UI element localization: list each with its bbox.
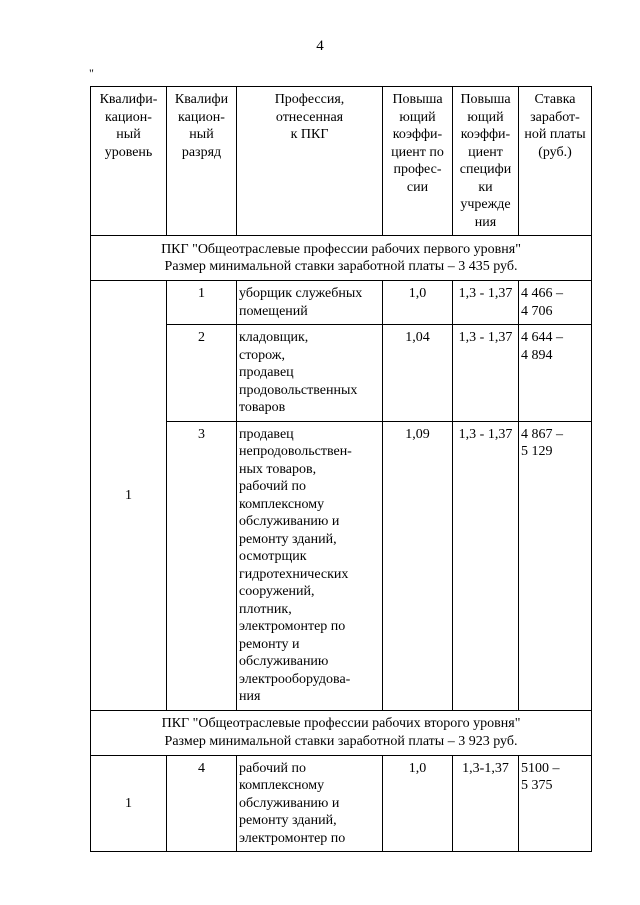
pkg-title: ПКГ "Общеотраслевые профессии рабочих первого уровня" bbox=[161, 241, 521, 257]
profession-cell: кладовщик, сторож, продавец продовольственных товаров bbox=[237, 325, 383, 422]
table-row bbox=[91, 755, 592, 852]
wage-rate-cell: 4 867 – 5 129 bbox=[519, 421, 592, 710]
header-profession: Профессия, отнесенная к ПКГ bbox=[237, 87, 383, 236]
qualification-level-cell: 1 bbox=[91, 281, 167, 711]
grade-cell: 4 bbox=[167, 755, 237, 852]
grade-cell: 2 bbox=[167, 325, 237, 422]
pkg-min-rate: Размер минимальной ставки заработной платы – 3 435 руб. bbox=[164, 259, 518, 274]
qualification-level-cell: 1 bbox=[91, 755, 167, 852]
wage-rate-cell: 4 644 – 4 894 bbox=[519, 325, 592, 422]
grade-cell: 3 bbox=[167, 421, 237, 710]
pkg-title: ПКГ "Общеотраслевые профессии рабочих второго уровня" bbox=[161, 716, 521, 731]
wage-rate-cell: 5100 – 5 375 bbox=[519, 755, 592, 852]
table-row bbox=[91, 421, 592, 710]
profession-coefficient-cell: 1,0 bbox=[383, 281, 453, 325]
profession-coefficient-cell: 1,04 bbox=[383, 325, 453, 422]
header-qualification-grade: Квалифи кацион- ный разряд bbox=[167, 87, 237, 236]
table-row bbox=[91, 281, 592, 325]
profession-cell: уборщик служебных помещений bbox=[237, 281, 383, 325]
grade-cell: 1 bbox=[167, 281, 237, 325]
quote-mark: " bbox=[89, 66, 94, 80]
pkg-group-row bbox=[91, 710, 592, 755]
institution-coefficient-cell: 1,3 - 1,37 bbox=[453, 421, 519, 710]
pkg-group-cell bbox=[91, 236, 592, 281]
salary-table bbox=[90, 86, 592, 852]
header-institution-coefficient: Повыша ющий коэффи- циент специфи ки учрежде ния bbox=[453, 87, 519, 236]
pkg-min-rate: Размер минимальной ставки заработной платы – 3 923 руб. bbox=[164, 733, 518, 749]
pkg-group-cell bbox=[91, 710, 592, 755]
institution-coefficient-cell: 1,3 - 1,37 bbox=[453, 325, 519, 422]
profession-coefficient-cell: 1,09 bbox=[383, 421, 453, 710]
institution-coefficient-cell: 1,3-1,37 bbox=[453, 755, 519, 852]
wage-rate-cell: 4 466 – 4 706 bbox=[519, 281, 592, 325]
page-number: 4 bbox=[316, 38, 324, 54]
header-qualification-level: Квалифи- кацион- ный уровень bbox=[91, 87, 167, 236]
pkg-group-row bbox=[91, 236, 592, 281]
table-header-row bbox=[91, 87, 592, 236]
table-row bbox=[91, 325, 592, 422]
header-profession-coefficient: Повыша ющий коэффи- циент по профес- сии bbox=[383, 87, 453, 236]
institution-coefficient-cell: 1,3 - 1,37 bbox=[453, 281, 519, 325]
profession-coefficient-cell: 1,0 bbox=[383, 755, 453, 852]
header-wage-rate: Ставка заработ- ной платы (руб.) bbox=[519, 87, 592, 236]
profession-cell: продавец непродовольствен- ных товаров, рабочий по комплексному обслуживанию и ремонту зданий, осмотрщик гидротехнических сооружений, плотник, электромонтер по ремонту и обслуживанию электрооборудова- ния bbox=[237, 421, 383, 710]
profession-cell: рабочий по комплексному обслуживанию и ремонту зданий, электромонтер по bbox=[237, 755, 383, 852]
